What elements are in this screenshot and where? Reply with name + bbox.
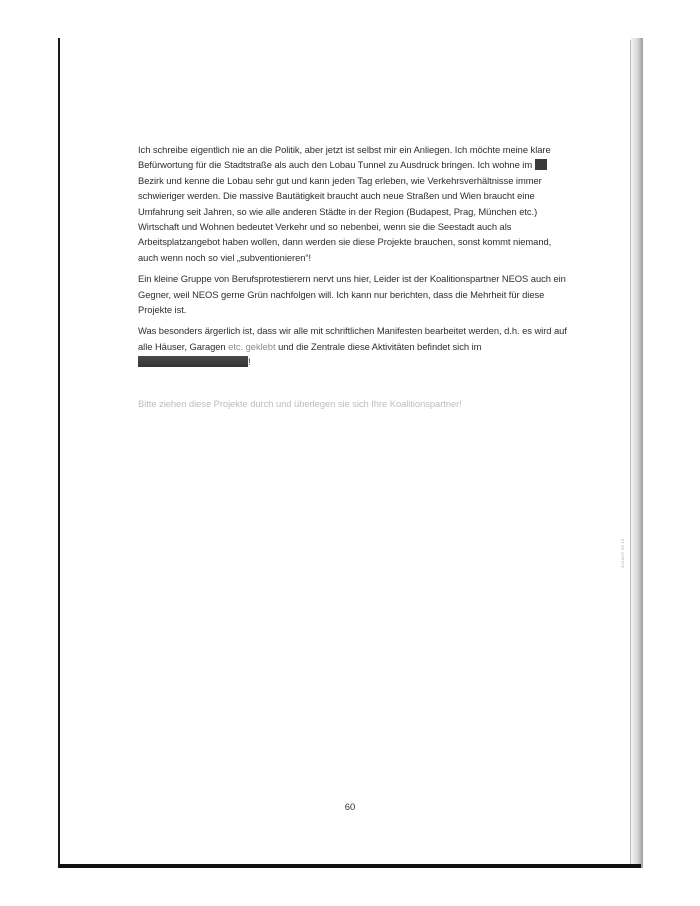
- scan-edge-right-line: [630, 40, 631, 865]
- paragraph-3-text-a: Was besonders ärgerlich ist, dass wir alle mit schriftlichen Manifesten bearbeitet werden, d.h. es wird auf alle Häuser, Garagen: [138, 325, 567, 352]
- redaction-district: [535, 159, 547, 170]
- scan-edge-left: [58, 38, 60, 868]
- paragraph-4: Bitte ziehen diese Projekte durch und überlegen sie sich Ihre Koalitionspartner!: [138, 397, 462, 409]
- scan-edge-bottom: [58, 864, 641, 868]
- paragraph-2: Ein kleine Gruppe von Berufsprotestierern nervt uns hier, Leider ist der Koalitionspartner NEOS auch ein Gegner, weil NEOS gerne Grün nachfolgen will. Ich kann nur berichten, dass die Mehrheit für diese Projekte ist.: [138, 273, 566, 316]
- paragraph-3-text-c: !: [248, 356, 251, 368]
- paragraph-1-text-b: Bezirk und kenne die Lobau sehr gut und kann jeden Tag erleben, wie Verkehrsverhältnisse immer schwieriger werden. Die massive Bautätigkeit braucht auch neue Straßen und Wien braucht eine Umfahrung seit Jahren, so wie alle anderen Städte in der Region (Budapest, Prag, München etc.) Wirtschaft und Wohnen bedeutet Verkehr und so nebenbei, wenn sie die Seestadt auch als Arbeitsplatzangebot haben wollen, dann werden sie diese Projekte brauchen, sonst kommt niemand, auch wenn noch so viel „subventionieren“!: [138, 174, 552, 263]
- paragraph-3: [138, 323, 570, 369]
- page-number: 60: [344, 802, 356, 813]
- scan-edge-right: [631, 38, 643, 868]
- letter-body: [138, 142, 570, 417]
- paragraph-1: [138, 142, 570, 265]
- margin-stamp: 2019/07 06 10: [620, 538, 625, 568]
- paragraph-1-text-a: Ich schreibe eigentlich nie an die Politik, aber jetzt ist selbst mir ein Anliegen. Ich möchte meine klare Befürwortung für die Stadtstraße als auch den Lobau Tunnel zu Ausdruck bringen. Ich wohne im: [138, 144, 551, 171]
- paragraph-3-faint-text: etc. geklebt: [228, 340, 276, 352]
- paragraph-3-text-b: und die Zentrale diese Aktivitäten befindet sich im: [275, 340, 482, 352]
- redaction-location: [138, 356, 248, 367]
